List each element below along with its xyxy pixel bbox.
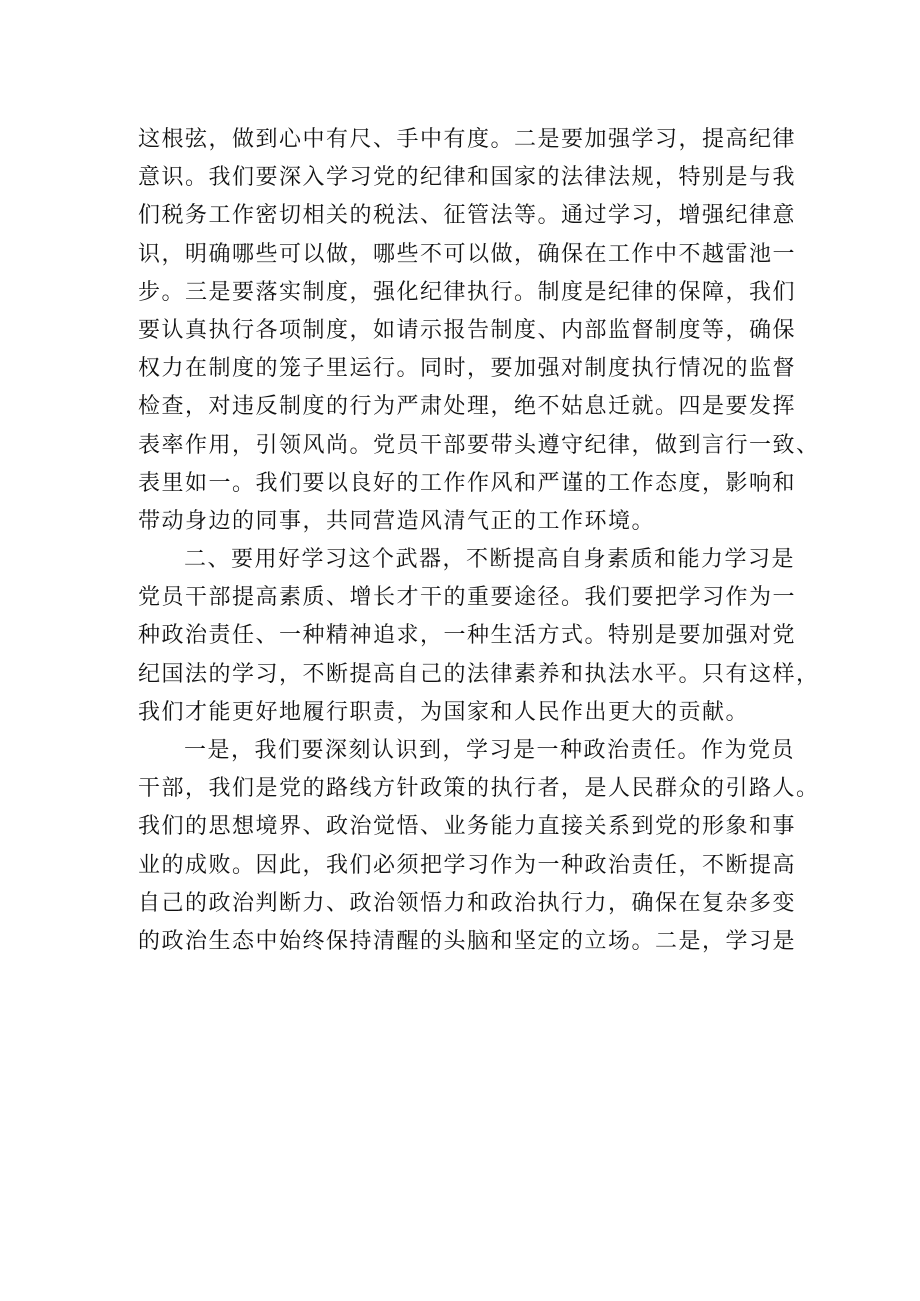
text-line: 党员干部提高素质、增长才干的重要途径。我们要把学习作为一 xyxy=(138,585,797,611)
text-line: 自己的政治判断力、政治领悟力和政治执行力，确保在复杂多变 xyxy=(138,890,797,916)
text-line: 干部，我们是党的路线方针政策的执行者，是人民群众的引路人。 xyxy=(138,776,820,802)
text-line: 种政治责任、一种精神追求，一种生活方式。特别是要加强对党 xyxy=(138,623,797,649)
text-line: 表里如一。我们要以良好的工作作风和严谨的工作态度，影响和 xyxy=(138,470,797,496)
text-line: 意识。我们要深入学习党的纪律和国家的法律法规，特别是与我 xyxy=(138,165,797,191)
text-line: 带动身边的同事，共同营造风清气正的工作环境。 xyxy=(138,508,656,534)
text-line: 检查，对违反制度的行为严肃处理，绝不姑息迁就。四是要发挥 xyxy=(138,394,797,420)
text-line: 这根弦，做到心中有尺、手中有度。二是要加强学习，提高纪律 xyxy=(138,127,797,152)
document-body xyxy=(138,121,820,961)
text-line: 表率作用，引领风尚。党员干部要带头遵守纪律，做到言行一致、 xyxy=(138,432,820,458)
text-line: 业的成败。因此，我们必须把学习作为一种政治责任，不断提高 xyxy=(138,852,797,878)
paragraph-start-line: 一是，我们要深刻认识到，学习是一种政治责任。作为党员 xyxy=(184,738,796,763)
text-line: 权力在制度的笼子里运行。同时，要加强对制度执行情况的监督 xyxy=(138,356,797,382)
text-line: 纪国法的学习，不断提高自己的法律素养和执法水平。只有这样， xyxy=(138,661,820,687)
text-line: 的政治生态中始终保持清醒的头脑和坚定的立场。二是，学习是 xyxy=(138,928,797,954)
text-line: 步。三是要落实制度，强化纪律执行。制度是纪律的保障，我们 xyxy=(138,279,797,305)
text-line: 要认真执行各项制度，如请示报告制度、内部监督制度等，确保 xyxy=(138,317,797,343)
text-line: 我们才能更好地履行职责，为国家和人民作出更大的贡献。 xyxy=(138,699,750,725)
section-heading-line: 二、要用好学习这个武器，不断提高自身素质和能力学习是 xyxy=(184,547,796,573)
text-line: 们税务工作密切相关的税法、征管法等。通过学习，增强纪律意 xyxy=(138,203,797,229)
text-line: 识，明确哪些可以做，哪些不可以做，确保在工作中不越雷池一 xyxy=(138,241,797,267)
text-line: 我们的思想境界、政治觉悟、业务能力直接关系到党的形象和事 xyxy=(138,814,797,840)
